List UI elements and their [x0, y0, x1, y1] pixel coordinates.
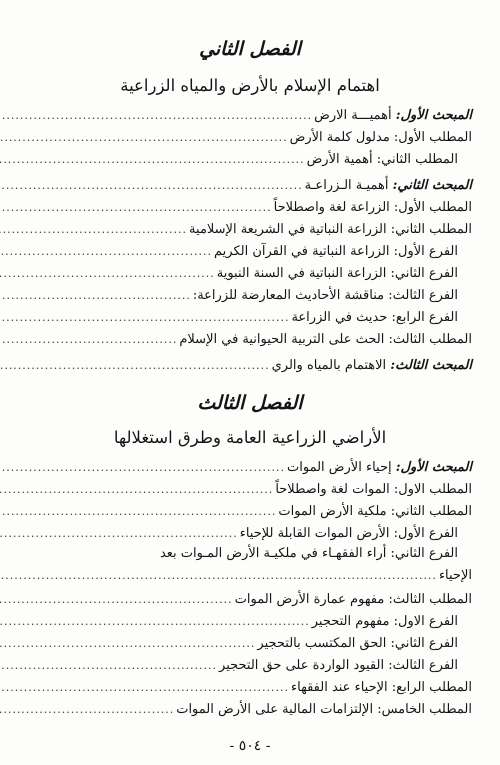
entry-title: المطلب الثاني: الزراعة النباتية في الشريعة الإسلامية: [189, 222, 472, 237]
entry-title: المطلب الثالث: مفهوم عمارة الأرض الموات: [234, 592, 472, 607]
dot-leader: [0, 678, 289, 697]
entry-title: أهميـة الـزراعـة: [304, 178, 389, 193]
entry-title: المطلب الثاني: أهمية الأرض: [306, 152, 458, 167]
toc-entry: [20, 356, 472, 375]
toc-entry: [20, 308, 458, 327]
entry-title: أهميـــة الارض: [314, 108, 392, 123]
toc-entry: [20, 566, 472, 585]
dot-leader: [0, 308, 289, 327]
dot-leader: [0, 524, 238, 543]
chapter-2-subtitle: اهتمام الإسلام بالأرض والمياه الزراعية: [120, 76, 380, 95]
dot-leader: [0, 612, 310, 631]
entry-title: المطلب الاول: الموات لغة واصطلاحاً: [275, 482, 472, 497]
entry-title: المطلب الأول: مدلول كلمة الأرض: [289, 130, 472, 145]
toc-entry: [20, 176, 472, 195]
section-label: المبحث الأول:: [395, 108, 472, 123]
chapter-3-title: الفصل الثالث: [197, 392, 303, 414]
toc-entry: [20, 656, 458, 675]
toc-entry: [20, 242, 458, 261]
dot-leader: [0, 700, 174, 719]
toc-entry: [20, 480, 472, 499]
chapter-2-title: الفصل الثاني: [199, 38, 301, 60]
dot-leader: [0, 128, 288, 147]
toc-entry: [20, 286, 458, 305]
entry-title: الفرع الثالث: القيود الواردة على حق التحجير: [219, 658, 458, 673]
entry-title: إحياء الأرض الموات: [287, 460, 392, 475]
entry-title: الفرع الأول: الأرض الموات القابلة للإحياء: [239, 526, 458, 541]
section-label: المبحث الثاني:: [392, 178, 472, 193]
toc-entry: [20, 612, 458, 631]
toc-entry: [20, 700, 472, 719]
dot-leader: [0, 150, 305, 169]
toc-entry: [20, 330, 472, 349]
chapter-3-subtitle: الأراضي الزراعية العامة وطرق استغلالها: [113, 428, 387, 447]
entry-title: الفرع الثاني: الزراعة النباتية في السنة النبوية: [216, 266, 458, 281]
section-label: المبحث الثالث:: [390, 358, 472, 373]
entry-title: الإحياء: [438, 568, 472, 583]
toc-entry: [20, 198, 472, 217]
toc-entry: [20, 458, 472, 477]
toc-entry: [20, 634, 458, 653]
dot-leader: [0, 286, 191, 305]
toc-entry: [20, 524, 458, 543]
dot-leader: [0, 480, 273, 499]
section-label: المبحث الأول:: [395, 460, 472, 475]
entry-title: الفرع الرابع: حديث في الزراعة: [291, 310, 458, 325]
entry-title: الاهتمام بالمياه والري: [271, 358, 387, 373]
dot-leader: [0, 356, 270, 375]
dot-leader: [0, 242, 212, 261]
toc-entry: [20, 678, 472, 697]
toc-entry: [20, 106, 472, 125]
dot-leader: [0, 106, 312, 125]
dot-leader: [0, 264, 215, 283]
toc-entry: [20, 150, 458, 169]
entry-title: المطلب الثالث: الحث على التربية الحيوانية في الإسلام: [179, 332, 472, 347]
toc-entry-line: الفرع الثاني: أراء الفقهـاء في ملكيـة الأرض المـوات بعد: [159, 546, 458, 561]
dot-leader: [0, 330, 177, 349]
toc-entry: [20, 220, 472, 239]
toc-entry: [20, 590, 472, 609]
toc-entry: [20, 264, 458, 283]
entry-title: الفرع الثاني: الحق المكتسب بالتحجير: [257, 636, 458, 651]
entry-title: المطلب الرابع: الإحياء عند الفقهاء: [291, 680, 472, 695]
entry-title: المطلب الأول: الزراعة لغة واصطلاحاً: [273, 200, 472, 215]
entry-title: الفرع الثالث: مناقشة الأحاديث المعارضة للزراعة:: [192, 288, 458, 303]
entry-title: المطلب الخامس: الإلتزامات المالية على الأرض الموات: [176, 702, 472, 717]
dot-leader: [0, 656, 217, 675]
dot-leader: [0, 566, 437, 585]
dot-leader: [0, 634, 255, 653]
toc-entry: [20, 502, 472, 521]
entry-title: الفرع الاول: مفهوم التحجير: [311, 614, 458, 629]
toc-entry: [20, 128, 472, 147]
entry-title: الفرع الأول: الزراعة النباتية في القرآن الكريم: [214, 244, 458, 259]
page-number: - ٥٠٤ -: [229, 738, 271, 754]
dot-leader: [0, 220, 187, 239]
dot-leader: [0, 198, 272, 217]
dot-leader: [0, 176, 303, 195]
dot-leader: [0, 590, 233, 609]
dot-leader: [0, 458, 285, 477]
entry-title: المطلب الثاني: ملكية الأرض الموات: [278, 504, 472, 519]
dot-leader: [0, 502, 276, 521]
